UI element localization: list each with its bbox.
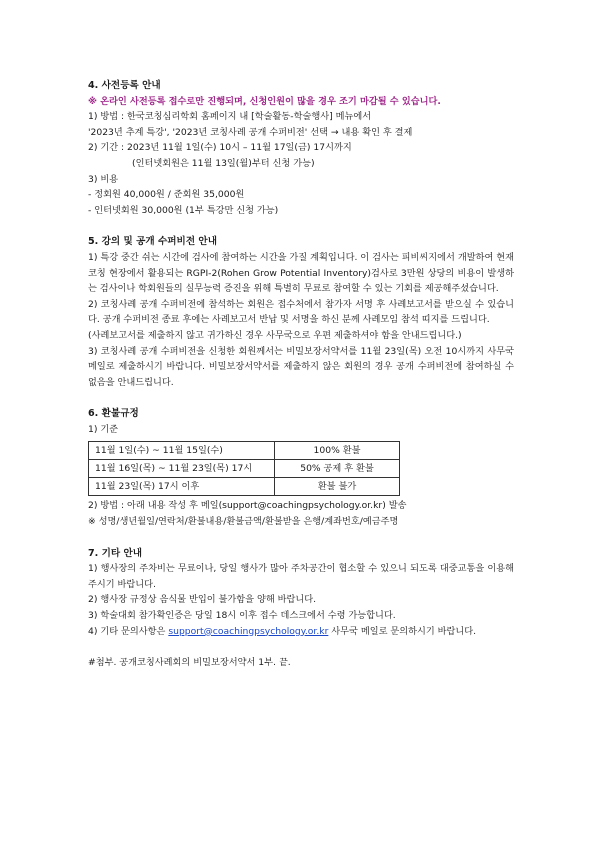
refund-period-cell: 11월 1일(수) ~ 11월 15일(수) [89,442,275,460]
section-7-title: 7. 기타 안내 [88,547,143,559]
other-paragraph-2: 2) 행사장 규정상 음식물 반입이 불가함을 양해 바랍니다. [88,594,317,606]
table-row [89,478,400,496]
refund-basis: 1) 기준 [88,423,119,435]
support-email-link[interactable]: support@coachingpsychology.or.kr [168,625,329,637]
lecture-paragraph-1: 1) 특강 중간 쉬는 시간에 검사에 참여하는 시간을 가질 계획입니다. 이 검사는 피비씨지에서 개발하여 현재 코칭 현장에서 활용되는 RGPI-2(Rohen Grow Potential Inventory)검사로 3만원 상당의 비용이 발생하는 검사이나 학회원들의 실무능력 증진을 위해 특별히 무료로 참여할 수 있는 기회를 제공해주셨습니다. [88,251,514,295]
registration-notice: ※ 온라인 사전등록 접수로만 진행되며, 신청인원이 많을 경우 조기 마감될 수 있습니다. [88,95,441,107]
refund-rule-cell: 100% 환불 [275,442,400,460]
method-line-2: '2023년 추계 특강', '2023년 코칭사례 공개 수퍼비전' 선택 → 내용 확인 후 결제 [88,126,413,138]
attachment-footer: #첨부. 공개코칭사례회의 비밀보장서약서 1부. 끝. [88,657,291,669]
section-6-title: 6. 환불규정 [88,408,139,420]
refund-period-cell: 11월 23일(목) 17시 이후 [89,478,275,496]
other-paragraph-1: 1) 행사장의 주차비는 무료이나, 당일 행사가 많아 주차공간이 협소할 수 있으니 되도록 대중교통을 이용해주시기 바랍니다. [88,563,514,590]
document-page [88,78,514,671]
method-line-1: 1) 방법 : 한국코칭심리학회 홈페이지 내 [학술활동-학술행사] 메뉴에서 [88,111,372,123]
lecture-paragraph-3: 3) 코칭사례 공개 수퍼비전을 신청한 회원께서는 비밀보장서약서를 11월 23일(목) 오전 10시까지 사무국 메일로 제출하시기 바랍니다. 비밀보장서약서를 제출하지 않은 회원의 경우 공개 수퍼비전에 참여하실 수 없음을 안내드립니다. [88,345,514,388]
contact-suffix: 사무국 메일로 문의하시기 바랍니다. [328,625,477,637]
fee-line-2: - 인터넷회원 30,000원 (1부 특강만 신청 가능) [88,204,279,216]
section-4-title: 4. 사전등록 안내 [88,80,161,91]
refund-period-cell: 11월 16일(목) ~ 11월 23일(목) 17시 [89,460,275,478]
refund-table [88,441,400,496]
section-5-title: 5. 강의 및 공개 수퍼비전 안내 [88,236,217,248]
period-line-2: (인터넷회원은 11월 13일(월)부터 신청 가능) [132,157,315,169]
refund-rule-cell: 환불 불가 [275,478,400,496]
other-paragraph-4 [88,624,514,640]
other-paragraph-3: 3) 학술대회 참가확인증은 당일 18시 이후 접수 데스크에서 수령 가능합니다. [88,610,396,622]
fee-line-1: - 정회원 40,000원 / 준회원 35,000원 [88,189,245,201]
lecture-paragraph-2: 2) 코칭사례 공개 수퍼비전에 참석하는 회원은 접수처에서 참가자 서명 후 사례보고서를 받으실 수 있습니다. 공개 수퍼비전 종료 후에는 사례보고서 반납 및 서명을 하신 분께 사례모임 참석 띠지를 드립니다. [88,298,514,326]
lecture-paragraph-2-note: (사례보고서를 제출하지 않고 귀가하신 경우 사무국으로 우편 제출하셔야 함을 안내드립니다.) [88,329,462,341]
refund-items: ※ 성명/생년월일/연락처/환불내용/환불금액/환불받을 은행/계좌번호/예금주명 [88,516,399,528]
table-row [89,442,400,460]
table-row [89,460,400,478]
refund-method: 2) 방법 : 아래 내용 작성 후 메일(support@coachingpsychology.or.kr) 발송 [88,500,407,512]
contact-prefix: 4) 기타 문의사항은 [88,625,169,637]
period-line-1: 2) 기간 : 2023년 11월 1일(수) 10시 – 11월 17일(금) 17시까지 [88,142,352,154]
fee-title: 3) 비용 [88,173,119,185]
refund-rule-cell: 50% 공제 후 환불 [275,460,400,478]
